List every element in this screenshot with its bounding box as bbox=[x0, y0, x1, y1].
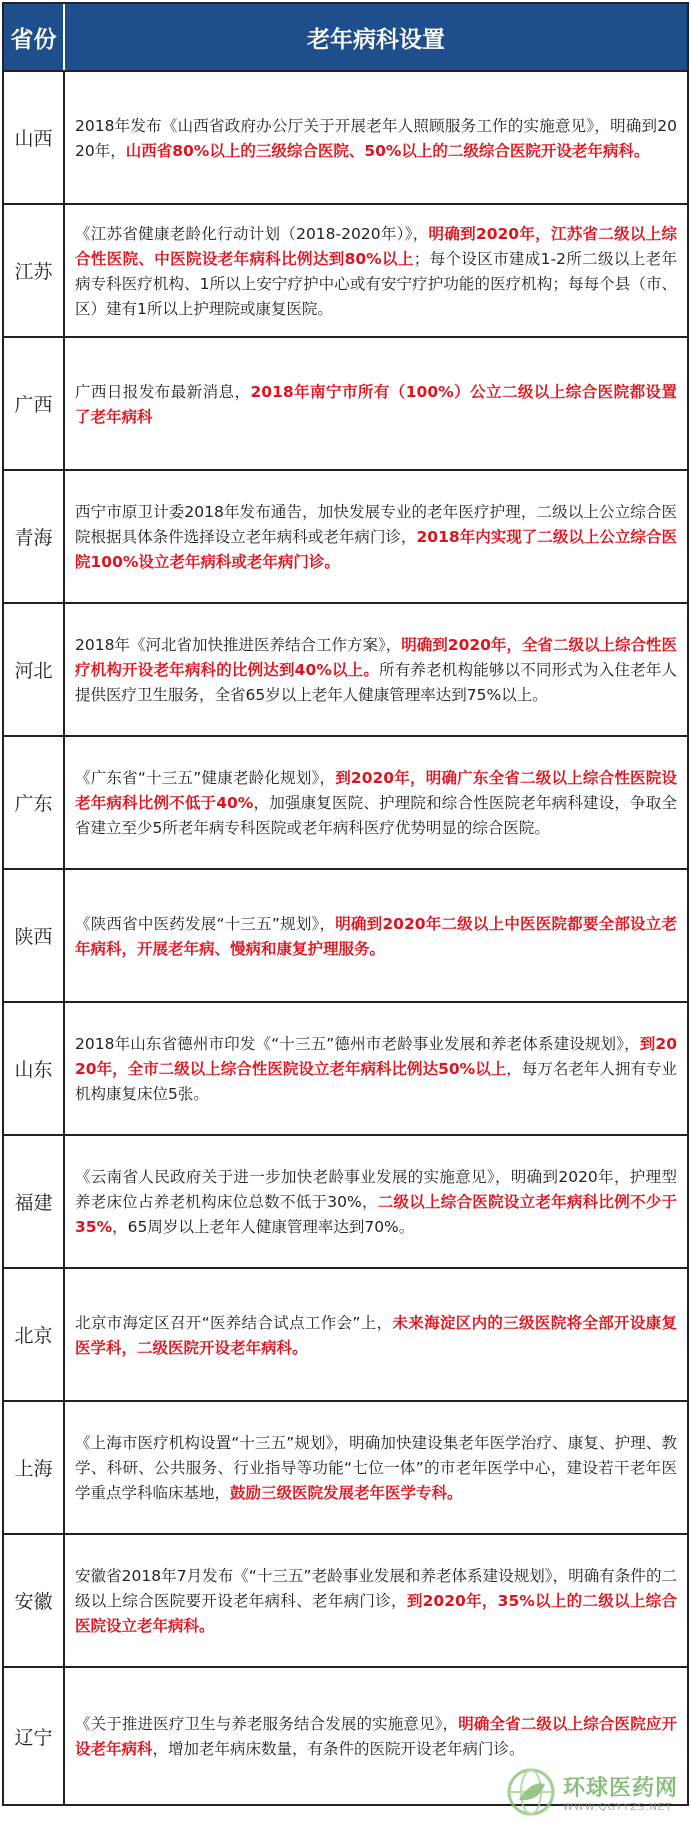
table-row bbox=[4, 338, 687, 471]
policy-highlight-text: 明确全省二级以上综合医院应开设老年病科 bbox=[75, 1715, 677, 1758]
province-cell: 北京 bbox=[4, 1269, 65, 1400]
province-cell: 上海 bbox=[4, 1402, 65, 1533]
policy-text: 2018年发布《山西省政府办公厅关于开展老年人照顾服务工作的实施意见》，明确到2020年， bbox=[75, 116, 677, 160]
policy-cell bbox=[65, 604, 687, 735]
table-row bbox=[4, 604, 687, 737]
table-body bbox=[4, 72, 687, 1804]
header-setting: 老年病科设置 bbox=[307, 26, 445, 53]
province-cell: 广东 bbox=[4, 737, 65, 868]
table-row bbox=[4, 205, 687, 338]
policy-cell bbox=[65, 471, 687, 602]
table-row bbox=[4, 471, 687, 604]
policy-text: 2018年《河北省加快推进医养结合工作方案》， bbox=[75, 636, 402, 654]
policy-text: ；每个设区市建成1-2所二级以上老年病专科医疗机构、1所以上安宁疗护中心或有安宁疗护功能的医疗机构；每每个县（市、区）建有1所以上护理院或康复医院。 bbox=[75, 249, 677, 318]
globe-leaf-icon bbox=[505, 1766, 557, 1818]
table-row bbox=[4, 1535, 687, 1668]
table-row bbox=[4, 870, 687, 1003]
province-cell: 陕西 bbox=[4, 870, 65, 1001]
header-province: 省份 bbox=[4, 4, 65, 70]
policy-cell bbox=[65, 205, 687, 336]
table-row bbox=[4, 737, 687, 870]
province-cell: 福建 bbox=[4, 1136, 65, 1267]
province-cell: 广西 bbox=[4, 338, 65, 469]
policy-highlight-text: 到2020年，明确广东全省二级以上综合性医院设老年病科比例不低于40% bbox=[75, 769, 677, 812]
policy-highlight-text: 明确到2020年，全省二级以上综合性医疗机构开设老年病科的比例达到40%以上。 bbox=[75, 636, 677, 679]
policy-text: 北京市海定区召开“医养结合试点工作会”上， bbox=[75, 1313, 393, 1332]
policy-highlight-text: 未来海淀区内的三级医院将全部开设康复医学科，二级医院开设老年病科。 bbox=[75, 1313, 677, 1357]
watermark-url: WWW.QGYYZS.NET bbox=[562, 1802, 673, 1813]
policy-highlight-text: 鼓励三级医院发展老年医学专科。 bbox=[230, 1484, 463, 1502]
watermark bbox=[505, 1766, 678, 1818]
policy-text: 《广东省“十三五”健康老龄化规划》， bbox=[75, 769, 336, 787]
policy-highlight-text: 到2020年，全市二级以上综合性医院设立老年病科比例达50%以上 bbox=[75, 1035, 677, 1078]
table-row bbox=[4, 1402, 687, 1535]
table-row bbox=[4, 1003, 687, 1136]
policy-cell bbox=[65, 338, 687, 469]
province-cell: 青海 bbox=[4, 471, 65, 602]
province-cell: 河北 bbox=[4, 604, 65, 735]
policy-cell bbox=[65, 737, 687, 868]
policy-text: 所有养老机构能够以不同形式为入住老年人提供医疗卫生服务，全省65岁以上老年人健康管理率达到75%以上。 bbox=[75, 661, 677, 704]
watermark-title: 环球医药网 bbox=[562, 1776, 678, 1801]
policy-table bbox=[2, 2, 689, 1806]
policy-highlight-text: 2018年南宁市所有（100%）公立二级以上综合医院都设置了老年病科 bbox=[75, 382, 677, 426]
policy-highlight-text: 山西省80%以上的三级综合医院、50%以上的二级综合医院开设老年病科。 bbox=[125, 141, 650, 160]
policy-highlight-text: 明确到2020年二级以上中医医院都要全部设立老年病科，开展老年病、慢病和康复护理服务。 bbox=[75, 914, 677, 958]
table-header bbox=[4, 4, 687, 72]
policy-cell bbox=[65, 1269, 687, 1400]
province-cell: 山东 bbox=[4, 1003, 65, 1134]
policy-text: ，加强康复医院、护理院和综合性医院老年病科建设，争取全省建立至少5所老年病专科医院或老年病科医疗优势明显的综合医院。 bbox=[75, 794, 677, 837]
policy-highlight-text: 明确到2020年，江苏省二级以上综合性医院、中医院设老年病科比例达到80%以上 bbox=[75, 224, 677, 268]
policy-text: 广西日报发布最新消息， bbox=[75, 382, 251, 401]
policy-text: ，65周岁以上老年人健康管理率达到70%。 bbox=[112, 1218, 415, 1236]
province-cell: 安徽 bbox=[4, 1535, 65, 1666]
policy-text: 《陕西省中医药发展“十三五”规划》， bbox=[75, 914, 336, 933]
policy-highlight-text: 二级以上综合医院设立老年病科比例不少于35% bbox=[75, 1193, 677, 1236]
policy-text: 《江苏省健康老龄化行动计划（2018-2020年）》， bbox=[75, 224, 429, 243]
policy-text: 西宁市原卫计委2018年发布通告，加快发展专业的老年医疗护理，二级以上公立综合医院根据具体条件选择设立老年病科或老年病门诊， bbox=[75, 503, 677, 546]
policy-cell bbox=[65, 1003, 687, 1134]
policy-text: 《云南省人民政府关于进一步加快老龄事业发展的实施意见》，明确到2020年，护理型养老床位占养老机构床位总数不低于30%， bbox=[75, 1168, 677, 1211]
table-row bbox=[4, 1136, 687, 1269]
policy-text: 安徽省2018年7月发布《“十三五”老龄事业发展和养老体系建设规划》，明确有条件的二级以上综合医院要开设老年病科、老年病门诊， bbox=[75, 1567, 677, 1610]
table-row bbox=[4, 1269, 687, 1402]
policy-cell bbox=[65, 870, 687, 1001]
province-cell: 江苏 bbox=[4, 205, 65, 336]
province-cell: 辽宁 bbox=[4, 1668, 65, 1804]
policy-text: ，每万名老年人拥有专业机构康复床位5张。 bbox=[75, 1060, 677, 1103]
policy-highlight-text: 到2020年，35%以上的二级以上综合医院设立老年病科。 bbox=[75, 1592, 677, 1635]
policy-text: ，增加老年病床数量，有条件的医院开设老年病门诊。 bbox=[152, 1740, 525, 1758]
policy-text: 《关于推进医疗卫生与养老服务结合发展的实施意见》， bbox=[75, 1715, 459, 1733]
policy-cell bbox=[65, 72, 687, 203]
policy-text: 2018年山东省德州市印发《“十三五”德州市老龄事业发展和养老体系建设规划》， bbox=[75, 1035, 640, 1053]
policy-cell bbox=[65, 1136, 687, 1267]
policy-text: 《上海市医疗机构设置“十三五”规划》，明确加快建设集老年医学治疗、康复、护理、教学、科研、公共服务、行业指导等功能“七位一体”的市老年医学中心，建设若干老年医学重点学科临床基地， bbox=[75, 1434, 677, 1502]
policy-cell bbox=[65, 1535, 687, 1666]
province-cell: 山西 bbox=[4, 72, 65, 203]
table-row bbox=[4, 72, 687, 205]
policy-cell bbox=[65, 1402, 687, 1533]
policy-highlight-text: 2018年内实现了二级以上公立综合医院100%设立老年病科或老年病门诊。 bbox=[75, 528, 677, 571]
